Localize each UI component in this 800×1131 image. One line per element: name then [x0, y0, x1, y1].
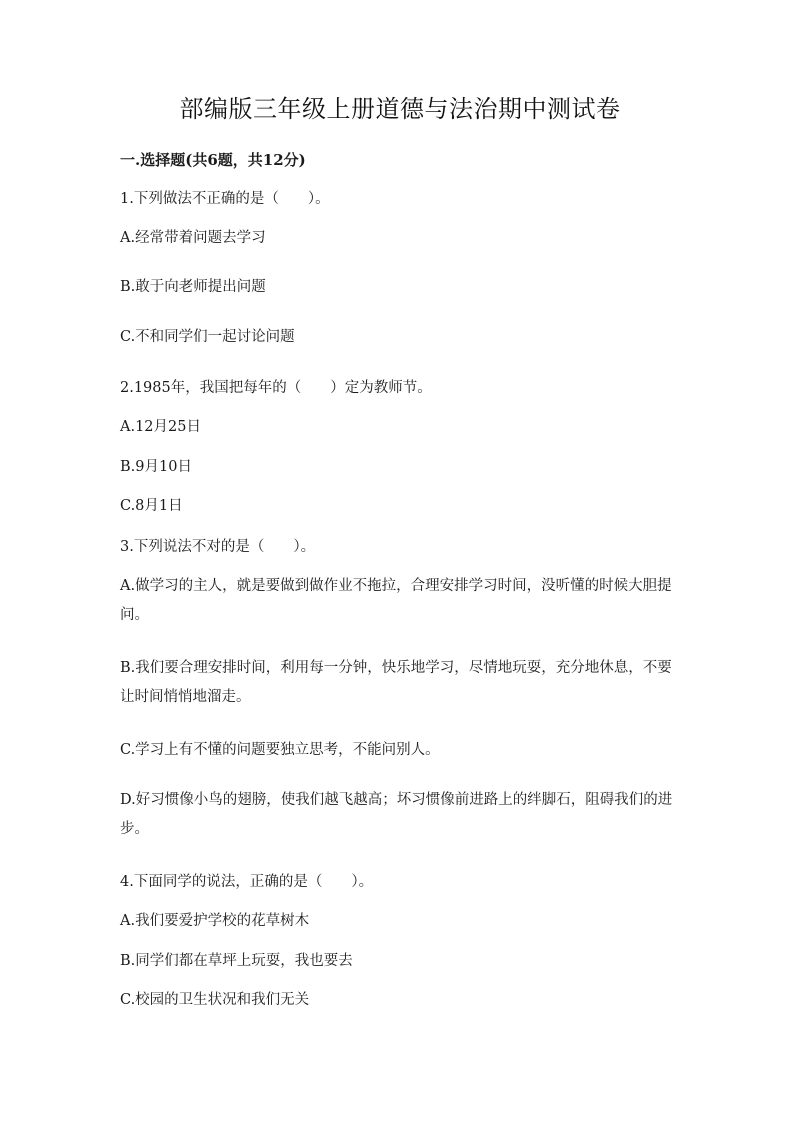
question-2-stem: 2.1985年，我国把每年的（ ）定为教师节。 [120, 380, 432, 396]
question-4-stem: 4.下面同学的说法，正确的是（ ）。 [120, 874, 374, 890]
question-3-option-d: D.好习惯像小鸟的翅膀，使我们越飞越高；坏习惯像前进路上的绊脚石，阻碍我们的进步。 [120, 792, 673, 837]
question-3-stem: 3.下列说法不对的是（ ）。 [120, 539, 316, 555]
question-3-option-a: A.做学习的主人，就是要做到做作业不拖拉，合理安排学习时间，没听懂的时候大胆提问。 [120, 578, 672, 623]
question-3-option-b: B.我们要合理安排时间，利用每一分钟，快乐地学习，尽情地玩耍，充分地休息，不要让时间悄悄地溜走。 [120, 660, 672, 705]
question-2-option-b: B.9月10日 [120, 459, 192, 475]
question-3-option-c: C.学习上有不懂的问题要独立思考，不能问别人。 [120, 742, 440, 758]
page-title: 部编版三年级上册道德与法治期中测试卷 [179, 95, 621, 123]
question-4-option-a: A.我们要爱护学校的花草树木 [120, 913, 310, 929]
question-2-option-c: C.8月1日 [120, 498, 183, 514]
question-1-option-b: B.敢于向老师提出问题 [120, 279, 266, 295]
question-1-option-c: C.不和同学们一起讨论问题 [120, 329, 295, 345]
question-2-option-a: A.12月25日 [120, 419, 201, 435]
question-4-option-c: C.校园的卫生状况和我们无关 [120, 992, 310, 1008]
section-heading: 一.选择题(共6题，共12分) [120, 151, 306, 169]
question-1-option-a: A.经常带着问题去学习 [120, 230, 266, 246]
question-1-stem: 1.下列做法不正确的是（ ）。 [120, 191, 330, 207]
question-4-option-b: B.同学们都在草坪上玩耍，我也要去 [120, 953, 353, 969]
